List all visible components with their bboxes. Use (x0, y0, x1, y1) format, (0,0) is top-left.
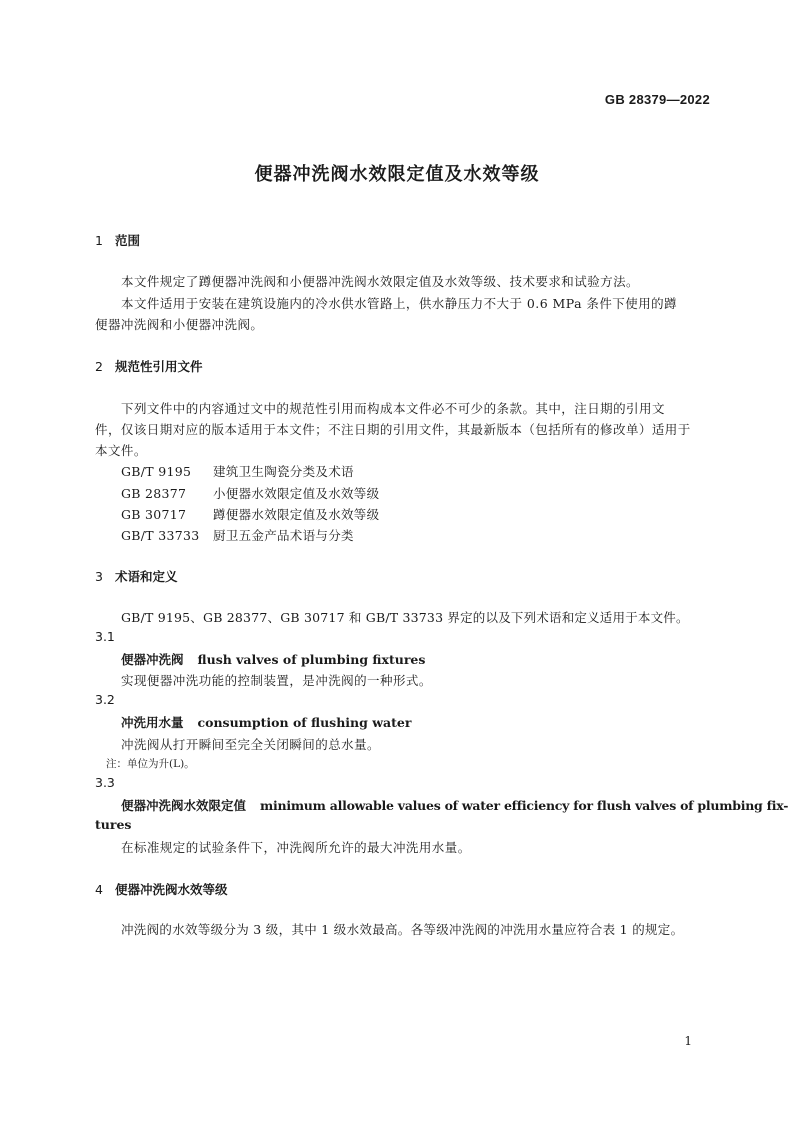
section-number: 3 (95, 569, 103, 584)
term-definition: 冲洗阀从打开瞬间至完全关闭瞬间的总水量。 (121, 737, 381, 752)
clause-number: 3.2 (95, 692, 115, 707)
section-3-heading (95, 567, 178, 585)
reference-title: 蹲便器水效限定值及水效等级 (213, 507, 380, 522)
term-note: 注：单位为升(L)。 (106, 758, 195, 770)
term-en: minimum allowable values of water efficiency for flush valves of plumbing fix- (260, 798, 789, 813)
section-3-intro: GB/T 9195、GB 28377、GB 30717 和 GB/T 33733 界定的以及下列术语和定义适用于本文件。 (121, 610, 689, 625)
term-zh: 冲洗用水量 (121, 715, 184, 730)
section-number: 2 (95, 359, 103, 374)
reference-title: 建筑卫生陶瓷分类及术语 (213, 464, 354, 479)
section-2-paragraph-line-2: 件，仅该日期对应的版本适用于本文件；不注日期的引用文件，其最新版本（包括所有的修改单）适用于 (95, 422, 691, 437)
term-entry (121, 713, 411, 731)
reference-item (121, 505, 379, 523)
section-2-heading (95, 357, 203, 375)
section-1-paragraph-2-line-1: 本文件适用于安装在建筑设施内的冷水供水管路上，供水静压力不大于 0.6 MPa 条件下使用的蹲 (121, 296, 678, 311)
term-entry (121, 650, 425, 668)
reference-code: GB/T 9195 (121, 464, 192, 479)
reference-code: GB/T 33733 (121, 528, 200, 543)
section-title: 术语和定义 (115, 569, 178, 584)
clause-number: 3.1 (95, 629, 115, 644)
document-title: 便器冲洗阀水效限定值及水效等级 (254, 164, 540, 185)
term-zh: 便器冲洗阀 (121, 652, 184, 667)
section-number: 1 (95, 233, 103, 248)
section-title: 便器冲洗阀水效等级 (115, 882, 228, 897)
section-4-paragraph: 冲洗阀的水效等级分为 3 级，其中 1 级水效最高。各等级冲洗阀的冲洗用水量应符合表 1 的规定。 (121, 922, 684, 937)
section-title: 规范性引用文件 (115, 359, 203, 374)
reference-title: 厨卫五金产品术语与分类 (213, 528, 354, 543)
term-definition: 实现便器冲洗功能的控制装置，是冲洗阀的一种形式。 (121, 673, 432, 688)
term-en-continuation (95, 817, 131, 832)
reference-item (121, 526, 354, 544)
section-1-heading (95, 231, 140, 249)
term-en: flush valves of plumbing fixtures (197, 652, 426, 667)
clause-number: 3.3 (95, 775, 115, 790)
reference-item (121, 462, 354, 480)
section-title: 范围 (115, 233, 141, 248)
section-2-paragraph-line-1: 下列文件中的内容通过文中的规范性引用而构成本文件必不可少的条款。其中，注日期的引用文 (121, 401, 665, 416)
section-number: 4 (95, 882, 103, 897)
term-zh: 便器冲洗阀水效限定值 (121, 798, 247, 813)
section-1-paragraph-2-line-2: 便器冲洗阀和小便器冲洗阀。 (95, 317, 264, 332)
term-en: consumption of flushing water (197, 715, 412, 730)
section-1-paragraph-1: 本文件规定了蹲便器冲洗阀和小便器冲洗阀水效限定值及水效等级、技术要求和试验方法。 (121, 274, 640, 289)
reference-item (121, 484, 379, 502)
reference-code: GB 30717 (121, 507, 187, 522)
section-2-paragraph-line-3: 本文件。 (95, 443, 147, 458)
term-definition: 在标准规定的试验条件下，冲洗阀所允许的最大冲洗用水量。 (121, 840, 471, 855)
section-4-heading (95, 880, 228, 898)
term-entry (121, 796, 788, 814)
standard-code: GB 28379—2022 (604, 92, 710, 107)
reference-title: 小便器水效限定值及水效等级 (213, 486, 380, 501)
page-number: 1 (684, 1034, 692, 1048)
term-en-cont: tures (95, 817, 132, 832)
reference-code: GB 28377 (121, 486, 187, 501)
